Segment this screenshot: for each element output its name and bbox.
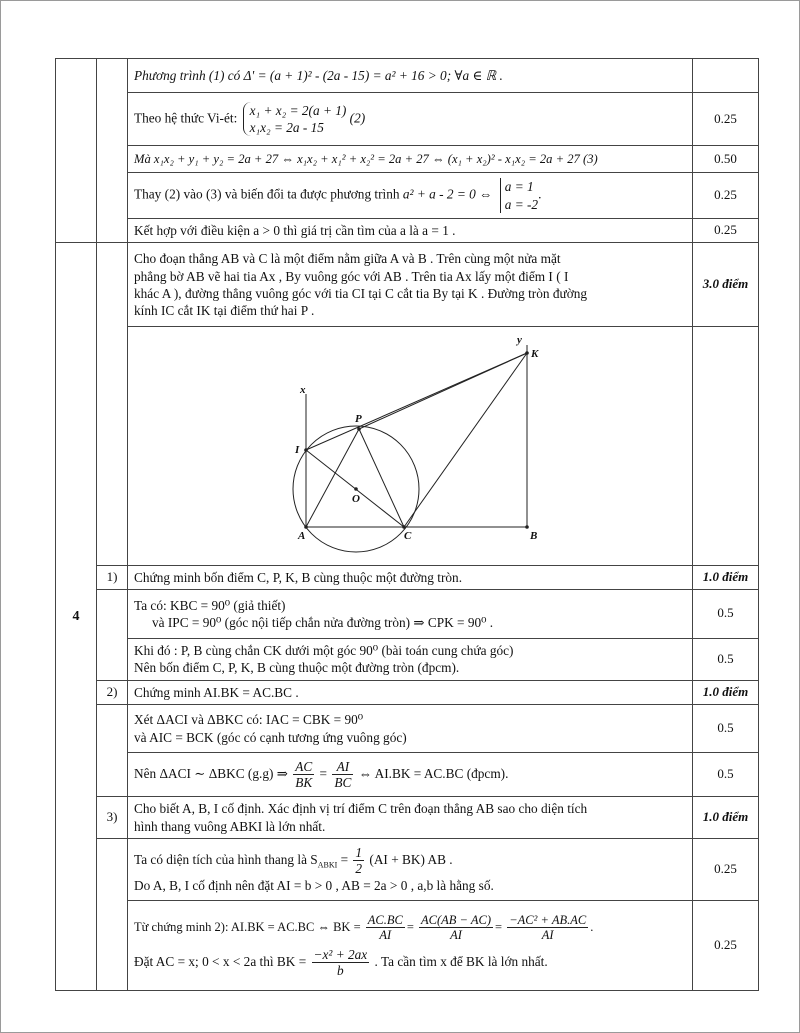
fraction: [366, 913, 405, 943]
segment-pk: [359, 353, 527, 429]
table-row: [56, 327, 759, 565]
label-k: K: [531, 348, 539, 361]
part2-title: Chứng minh AI.BK = AC.BC .: [128, 680, 693, 704]
part-number: 2): [97, 680, 128, 704]
discriminant-line: Phương trình (1) có Δ' = (a + 1)² - (2a - 15) = a² + 16 > 0; ∀a ∈ ℝ .: [128, 59, 693, 93]
part2-step2: [128, 753, 693, 797]
text-line: hình thang vuông ABKI là lớn nhất.: [134, 818, 326, 834]
bk-x-suffix: . Ta cần tìm x để BK là lớn nhất.: [374, 953, 548, 969]
sub-number-cell: [97, 705, 128, 797]
part-number: 1): [97, 565, 128, 589]
score-cell: 0.25: [693, 219, 759, 243]
part1-step1: [128, 589, 693, 638]
label-p: P: [355, 413, 362, 426]
sub-number-cell: [97, 839, 128, 991]
text-line: Xét ΔACI và ΔBKC có: IAC = CBK = 90⁰: [134, 712, 364, 728]
geometry-figure: [134, 330, 693, 557]
problem-line: khác A ), đường thẳng vuông góc với tia CI tại C cắt tia By tại K . Đường tròn đường: [134, 285, 588, 301]
problem-line: kính IC cắt IK tại điểm thứ hai P .: [134, 303, 315, 319]
point-k: [525, 351, 529, 355]
numerator: AI: [332, 759, 353, 775]
text-line: Khi đó : P, B cùng chắn CK dưới một góc 90⁰ (bài toán cung chứa góc): [134, 643, 514, 659]
label-y: y: [517, 334, 522, 347]
text-line: Nên bốn điểm C, P, K, B cùng thuộc một đường tròn (đpcm).: [134, 660, 460, 676]
denominator: BC: [334, 775, 352, 791]
bk-derivation-line: Từ chứng minh 2): AI.BK = AC.BC ⇔ BK = $\frac{AC.BC}{AI}$ = $\frac{AC(AB - AC)}{AI}$ = $\frac{\text{−AC² + AB.AC}}{AI}$ .: [134, 912, 594, 943]
score-cell: 1.0 điểm: [693, 565, 759, 589]
label-a: A: [298, 530, 306, 543]
table-row: [56, 59, 759, 93]
bk-prefix: Từ chứng minh 2): AI.BK = AC.BC ⇔ BK =: [134, 919, 361, 934]
score-cell: 0.5: [693, 589, 759, 638]
condition-line: Mà x₁x₂ + y₁ + y₂ = 2a + 27 ⇔ x₁x₂ + x₁² + x₂² = 2a + 27 ⇔ (x₁ + x₂)² - x₁x₂ = 2a + 27 (3): [128, 146, 693, 173]
score-cell: 0.50: [693, 146, 759, 173]
part3-title: [128, 797, 693, 839]
numerator: AC.BC: [367, 912, 403, 927]
text-line: và AIC = BCK (góc có cạnh tương ứng vuông góc): [134, 729, 407, 745]
numerator: 1: [355, 845, 363, 861]
fraction: [312, 947, 370, 979]
table-row: [56, 797, 759, 839]
similar-suffix: ⇔ AI.BK = AC.BC (đpcm).: [358, 765, 509, 781]
point-a: [304, 525, 308, 529]
part3-step1: [128, 839, 693, 901]
numerator: AC: [295, 758, 313, 774]
point-o: [354, 487, 358, 491]
label-x: x: [300, 384, 306, 397]
numerator: −AC² + AB.AC: [509, 912, 587, 927]
table-row: [56, 219, 759, 243]
fraction: [332, 759, 353, 791]
text-line: và IPC = 90⁰ (góc nội tiếp chắn nửa đường tròn) ⇒ CPK = 90⁰ .: [152, 614, 494, 630]
label-o: O: [352, 493, 360, 506]
quadratic-eq: a² + a - 2 = 0 ⇔: [402, 186, 493, 202]
segment-pc: [359, 429, 404, 527]
vieta-eq2: x₁x₂ = 2a - 15: [249, 120, 324, 135]
table-row: [56, 753, 759, 797]
sub-number-cell: [97, 243, 128, 565]
solution-table: [55, 58, 759, 991]
fraction: [353, 845, 364, 877]
part3-step2: [128, 901, 693, 991]
score-cell: 1.0 điểm: [693, 797, 759, 839]
bk-x-prefix: Đặt AC = x; 0 < x < 2a thì BK =: [134, 953, 307, 969]
text-line: Cho biết A, B, I cố định. Xác định vị trí điểm C trên đoạn thẳng AB sao cho diện tích: [134, 801, 588, 817]
point-i: [304, 448, 308, 452]
substitute-cell: [128, 173, 693, 219]
table-row: [56, 638, 759, 680]
denominator: AI: [450, 928, 462, 943]
geometry-figure-cell: [128, 327, 693, 565]
score-cell: 3.0 điểm: [693, 243, 759, 327]
area-prefix: Ta có diện tích của hình thang là S: [134, 852, 318, 868]
part1-title: Chứng minh bốn điểm C, P, K, B cùng thuộc một đường tròn.: [128, 565, 693, 589]
vieta-system: [243, 102, 347, 137]
equals-sign: =: [337, 852, 349, 868]
denominator: AI: [541, 928, 554, 943]
equals-sign: =: [319, 765, 328, 781]
area-subscript: ABKI: [317, 860, 338, 870]
point-c: [402, 525, 406, 529]
vieta-label: Theo hệ thức Vi-ét:: [134, 110, 238, 126]
sub-number-cell-prev: [97, 59, 128, 243]
vieta-eq1: x₁ + x₂ = 2(a + 1): [249, 102, 347, 118]
area-suffix: (AI + BK) AB .: [369, 852, 453, 868]
root-2: a = -2: [504, 196, 539, 212]
table-row: [56, 173, 759, 219]
vieta-tag: (2): [349, 110, 366, 126]
table-row: [56, 839, 759, 901]
score-cell: 0.25: [693, 93, 759, 146]
part-number: 3): [97, 797, 128, 839]
table-row: [56, 146, 759, 173]
conclusion-line: Kết hợp với điều kiện a > 0 thì giá trị cần tìm của a là a = 1 .: [128, 219, 693, 243]
point-p: [357, 427, 361, 431]
question-number: 4: [56, 243, 97, 991]
score-cell: 1.0 điểm: [693, 680, 759, 704]
problem-line: Cho đoạn thẳng AB và C là một điểm nằm giữa A và B . Trên cùng một nửa mặt: [134, 251, 561, 267]
bk-x-line: [134, 947, 686, 979]
score-cell: [693, 59, 759, 93]
sub-number-cell: [97, 589, 128, 680]
table-row: [56, 705, 759, 753]
problem-statement: [128, 243, 693, 327]
numerator: −x² + 2ax: [313, 946, 368, 962]
table-row: [56, 565, 759, 589]
denominator: 2: [355, 861, 363, 877]
table-row: [56, 901, 759, 991]
text-line: Do A, B, I cố định nên đặt AI = b > 0 , AB = 2a > 0 , a,b là hằng số.: [134, 877, 494, 893]
table-row: [56, 243, 759, 327]
label-i: I: [295, 444, 300, 457]
fraction: [507, 913, 588, 943]
area-formula-line: [134, 845, 686, 877]
score-cell-empty: [693, 327, 759, 565]
score-cell: 0.5: [693, 753, 759, 797]
substitute-suffix: .: [538, 186, 542, 202]
label-c: C: [404, 530, 412, 543]
substitute-text: Thay (2) vào (3) và biến đổi ta được phương trình: [134, 186, 400, 202]
score-cell: 0.5: [693, 638, 759, 680]
denominator: AI: [379, 928, 392, 943]
fraction: [419, 913, 493, 943]
part1-step2: [128, 638, 693, 680]
denominator: BK: [295, 775, 313, 791]
table-row: [56, 589, 759, 638]
score-cell: 0.25: [693, 173, 759, 219]
question-number-cell-prev: [56, 59, 97, 243]
score-cell: 0.5: [693, 705, 759, 753]
table-row: [56, 93, 759, 146]
denominator: b: [337, 963, 344, 978]
vieta-cell: [128, 93, 693, 146]
segment-pa: [306, 429, 359, 527]
solution-set: [500, 178, 538, 213]
score-cell: 0.25: [693, 839, 759, 901]
root-1: a = 1: [504, 179, 534, 195]
similar-prefix: Nên ΔACI ∼ ΔBKC (g.g) ⇒: [134, 765, 288, 781]
point-b: [525, 525, 529, 529]
segment-ck: [404, 353, 527, 527]
part2-step1: [128, 705, 693, 753]
numerator: AC(AB − AC): [421, 912, 492, 927]
fraction: [293, 759, 314, 791]
text-line: Ta có: KBC = 90⁰ (giả thiết): [134, 597, 286, 613]
label-b: B: [530, 530, 538, 543]
problem-line: phẳng bờ AB vẽ hai tia Ax , By vuông góc với AB . Trên tia Ax lấy một điểm I ( I: [134, 268, 569, 284]
table-row: [56, 680, 759, 704]
score-cell: 0.25: [693, 901, 759, 991]
